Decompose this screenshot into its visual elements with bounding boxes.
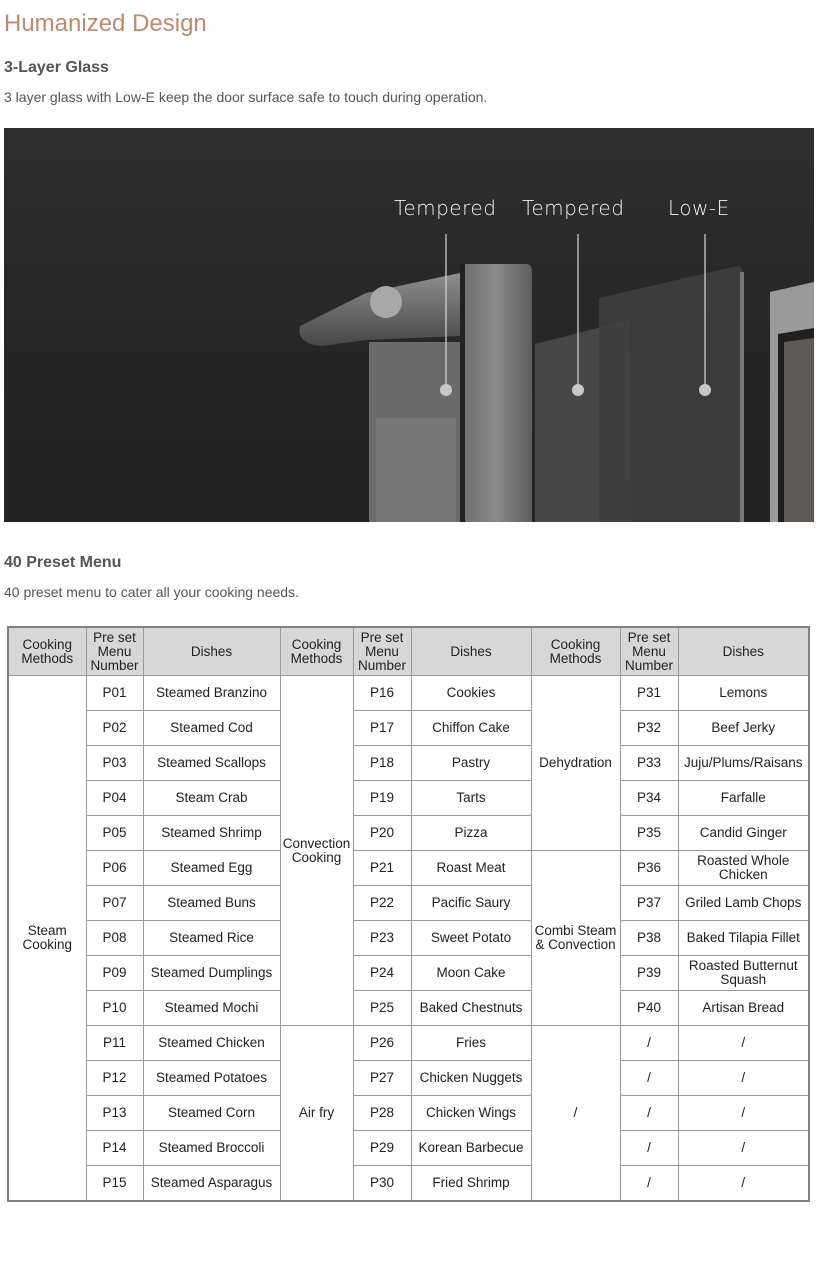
preset-number-cell: P11 bbox=[86, 1026, 143, 1061]
table-header-row bbox=[8, 627, 809, 676]
preset-number-cell: P02 bbox=[86, 711, 143, 746]
section-title: Humanized Design bbox=[4, 10, 207, 37]
marker-dot bbox=[699, 384, 711, 396]
preset-number-cell: P04 bbox=[86, 781, 143, 816]
preset-number-cell: P14 bbox=[86, 1131, 143, 1166]
preset-number-cell: P12 bbox=[86, 1061, 143, 1096]
preset-number-cell: P06 bbox=[86, 851, 143, 886]
dish-cell: Pacific Saury bbox=[411, 886, 531, 921]
header-dishes: Dishes bbox=[411, 627, 531, 676]
dish-cell: Steamed Buns bbox=[143, 886, 280, 921]
preset-number-cell: P28 bbox=[353, 1096, 411, 1131]
dish-cell: Pizza bbox=[411, 816, 531, 851]
dish-cell: Steam Crab bbox=[143, 781, 280, 816]
label-low-e: Low-E bbox=[668, 196, 730, 220]
marker-dot bbox=[440, 384, 452, 396]
header-preset-number: Pre set Menu Number bbox=[86, 627, 143, 676]
dish-cell: Sweet Potato bbox=[411, 921, 531, 956]
header-dishes: Dishes bbox=[678, 627, 809, 676]
dish-cell: Steamed Shrimp bbox=[143, 816, 280, 851]
preset-number-cell: P35 bbox=[620, 816, 678, 851]
table-row bbox=[8, 1096, 809, 1131]
header-cooking-methods: Cooking Methods bbox=[531, 627, 620, 676]
preset-number-cell: P03 bbox=[86, 746, 143, 781]
table-row bbox=[8, 991, 809, 1026]
dish-cell: Candid Ginger bbox=[678, 816, 809, 851]
dish-cell: Steamed Branzino bbox=[143, 676, 280, 711]
table-row bbox=[8, 921, 809, 956]
preset-number-cell: P10 bbox=[86, 991, 143, 1026]
header-dishes: Dishes bbox=[143, 627, 280, 676]
preset-number-cell: P36 bbox=[620, 851, 678, 886]
preset-number-cell: P26 bbox=[353, 1026, 411, 1061]
dish-cell: / bbox=[678, 1166, 809, 1202]
preset-number-cell: P05 bbox=[86, 816, 143, 851]
dish-cell: Steamed Corn bbox=[143, 1096, 280, 1131]
preset-number-cell: P07 bbox=[86, 886, 143, 921]
dish-cell: Fried Shrimp bbox=[411, 1166, 531, 1202]
dish-cell: / bbox=[678, 1061, 809, 1096]
dish-cell: Pastry bbox=[411, 746, 531, 781]
dish-cell: Griled Lamb Chops bbox=[678, 886, 809, 921]
dish-cell: Tarts bbox=[411, 781, 531, 816]
preset-number-cell: P23 bbox=[353, 921, 411, 956]
preset-number-cell: P16 bbox=[353, 676, 411, 711]
dish-cell: / bbox=[678, 1131, 809, 1166]
dish-cell: Steamed Cod bbox=[143, 711, 280, 746]
dish-cell: Steamed Egg bbox=[143, 851, 280, 886]
oven-door-illustration bbox=[4, 128, 814, 522]
cooking-method-cell: Combi Steam & Convection bbox=[531, 851, 620, 1026]
dish-cell: Artisan Bread bbox=[678, 991, 809, 1026]
dish-cell: Roasted Butternut Squash bbox=[678, 956, 809, 991]
marker-dot bbox=[572, 384, 584, 396]
table-row bbox=[8, 746, 809, 781]
dish-cell: Steamed Mochi bbox=[143, 991, 280, 1026]
table-row bbox=[8, 1026, 809, 1061]
preset-number-cell: P25 bbox=[353, 991, 411, 1026]
dish-cell: Fries bbox=[411, 1026, 531, 1061]
preset-number-cell: P19 bbox=[353, 781, 411, 816]
preset-menu-table bbox=[7, 626, 810, 1202]
cooking-method-cell: Convection Cooking bbox=[280, 676, 353, 1026]
preset-number-cell: P22 bbox=[353, 886, 411, 921]
dish-cell: Steamed Dumplings bbox=[143, 956, 280, 991]
preset-number-cell: / bbox=[620, 1131, 678, 1166]
preset-number-cell: P15 bbox=[86, 1166, 143, 1202]
dish-cell: Roasted Whole Chicken bbox=[678, 851, 809, 886]
dish-cell: Baked Tilapia Fillet bbox=[678, 921, 809, 956]
dish-cell: Steamed Rice bbox=[143, 921, 280, 956]
dish-cell: Juju/Plums/Raisans bbox=[678, 746, 809, 781]
table-row bbox=[8, 816, 809, 851]
header-cooking-methods: Cooking Methods bbox=[8, 627, 86, 676]
cooking-method-cell: / bbox=[531, 1026, 620, 1202]
dish-cell: Steamed Asparagus bbox=[143, 1166, 280, 1202]
header-preset-number: Pre set Menu Number bbox=[620, 627, 678, 676]
preset-number-cell: P40 bbox=[620, 991, 678, 1026]
table-row bbox=[8, 886, 809, 921]
dish-cell: Lemons bbox=[678, 676, 809, 711]
preset-number-cell: P37 bbox=[620, 886, 678, 921]
cooking-method-cell: Steam Cooking bbox=[8, 676, 86, 1202]
table-row bbox=[8, 1131, 809, 1166]
preset-number-cell: P18 bbox=[353, 746, 411, 781]
preset-number-cell: / bbox=[620, 1061, 678, 1096]
table-row bbox=[8, 851, 809, 886]
dish-cell: Cookies bbox=[411, 676, 531, 711]
dish-cell: Steamed Chicken bbox=[143, 1026, 280, 1061]
preset-number-cell: P20 bbox=[353, 816, 411, 851]
preset-number-cell: P31 bbox=[620, 676, 678, 711]
preset-number-cell: P17 bbox=[353, 711, 411, 746]
cooking-method-cell: Air fry bbox=[280, 1026, 353, 1202]
preset-number-cell: P39 bbox=[620, 956, 678, 991]
table-row bbox=[8, 1166, 809, 1202]
dish-cell: Beef Jerky bbox=[678, 711, 809, 746]
preset-number-cell: P24 bbox=[353, 956, 411, 991]
dish-cell: Steamed Scallops bbox=[143, 746, 280, 781]
preset-number-cell: P29 bbox=[353, 1131, 411, 1166]
dish-cell: Moon Cake bbox=[411, 956, 531, 991]
preset-number-cell: / bbox=[620, 1096, 678, 1131]
table-row bbox=[8, 676, 809, 711]
table-row bbox=[8, 1061, 809, 1096]
dish-cell: Korean Barbecue bbox=[411, 1131, 531, 1166]
glass-heading: 3-Layer Glass bbox=[4, 59, 109, 76]
label-tempered-outer: Tempered bbox=[394, 196, 497, 220]
menu-description: 40 preset menu to cater all your cooking needs. bbox=[4, 584, 299, 600]
dish-cell: Roast Meat bbox=[411, 851, 531, 886]
header-cooking-methods: Cooking Methods bbox=[280, 627, 353, 676]
dish-cell: / bbox=[678, 1096, 809, 1131]
preset-number-cell: P30 bbox=[353, 1166, 411, 1202]
table-row bbox=[8, 781, 809, 816]
preset-number-cell: P09 bbox=[86, 956, 143, 991]
preset-number-cell: / bbox=[620, 1166, 678, 1202]
preset-number-cell: P01 bbox=[86, 676, 143, 711]
table-row bbox=[8, 711, 809, 746]
preset-number-cell: P33 bbox=[620, 746, 678, 781]
preset-number-cell: P34 bbox=[620, 781, 678, 816]
dish-cell: Baked Chestnuts bbox=[411, 991, 531, 1026]
dish-cell: Steamed Potatoes bbox=[143, 1061, 280, 1096]
preset-number-cell: P21 bbox=[353, 851, 411, 886]
preset-number-cell: P08 bbox=[86, 921, 143, 956]
preset-number-cell: P13 bbox=[86, 1096, 143, 1131]
dish-cell: Farfalle bbox=[678, 781, 809, 816]
preset-number-cell: P27 bbox=[353, 1061, 411, 1096]
preset-number-cell: P32 bbox=[620, 711, 678, 746]
table-row bbox=[8, 956, 809, 991]
glass-description: 3 layer glass with Low-E keep the door surface safe to touch during operation. bbox=[4, 89, 488, 105]
header-preset-number: Pre set Menu Number bbox=[353, 627, 411, 676]
dish-cell: / bbox=[678, 1026, 809, 1061]
preset-number-cell: P38 bbox=[620, 921, 678, 956]
dish-cell: Chicken Wings bbox=[411, 1096, 531, 1131]
dish-cell: Chiffon Cake bbox=[411, 711, 531, 746]
label-tempered-middle: Tempered bbox=[522, 196, 625, 220]
preset-number-cell: / bbox=[620, 1026, 678, 1061]
menu-heading: 40 Preset Menu bbox=[4, 554, 122, 571]
three-layer-glass-image bbox=[4, 128, 814, 522]
dish-cell: Steamed Broccoli bbox=[143, 1131, 280, 1166]
dish-cell: Chicken Nuggets bbox=[411, 1061, 531, 1096]
cooking-method-cell: Dehydration bbox=[531, 676, 620, 851]
